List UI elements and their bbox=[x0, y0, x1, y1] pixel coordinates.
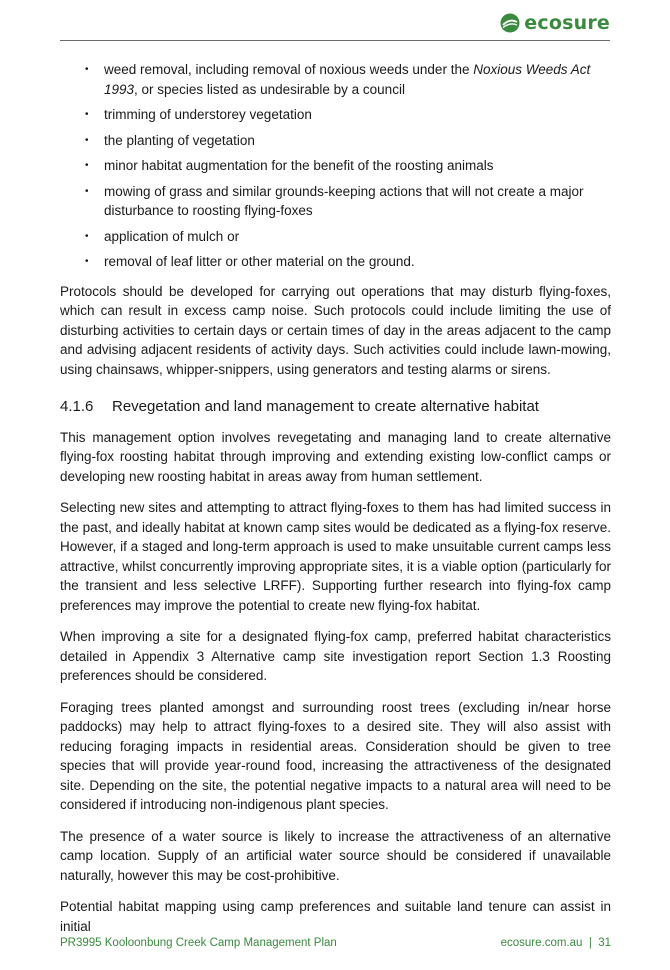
paragraph: Protocols should be developed for carrying out operations that may disturb flying-foxes, which can result in excess camp noise. Such protocols could include limiting the use of disturbing activities to certain days or certain times of day in the areas adjacent to the camp and advising adjacent residents of activity days. Such activities could include lawn-mowing, using chainsaws, whipper-snippers, using generators and testing alarms or sirens. bbox=[60, 283, 611, 377]
paragraph: Foraging trees planted amongst and surrounding roost trees (excluding in/near horse paddocks) may help to attract flying-foxes to a desired site. They will also assist with reducing foraging impacts in residential areas. Consideration should be given to tree species that will provide year-round food, increasing the attractiveness of the designated site. Depending on the site, the potential negative impacts to a natural area will need to be considered if introducing non-indigenous plant species. bbox=[60, 699, 611, 812]
header-divider bbox=[60, 40, 610, 41]
list-item bbox=[60, 252, 611, 272]
bullet-icon: • bbox=[85, 256, 89, 267]
list-item-text: removal of leaf litter or other material on the ground. bbox=[104, 254, 415, 269]
list-item-text: application of mulch or bbox=[104, 228, 240, 244]
footer-document-title: PR3995 Kooloonbung Creek Camp Management Plan bbox=[60, 937, 337, 949]
footer-site-page bbox=[501, 937, 611, 949]
page-number: 31 bbox=[598, 937, 611, 949]
list-item bbox=[60, 105, 611, 125]
main-content bbox=[60, 60, 611, 948]
list-item-text: , or species listed as undesirable by a council bbox=[134, 81, 405, 97]
bullet-icon: • bbox=[85, 109, 89, 120]
brand-name: ecosure bbox=[524, 12, 610, 34]
list-item bbox=[60, 60, 611, 99]
ecosure-leaf-logo-icon bbox=[500, 13, 520, 33]
bullet-icon: • bbox=[85, 160, 89, 171]
footer-separator: | bbox=[588, 937, 592, 949]
section-heading bbox=[60, 397, 611, 417]
page-header bbox=[0, 0, 670, 42]
paragraph: Selecting new sites and attempting to attract flying-foxes to them has had limited success in the past, and ideally habitat at known camp sites would be dedicated as a flying-fox reserve. However, if a staged and long-term approach is used to make unsuitable current camps less attractive, whilst concurrently improving appropriate sites, it is a viable option (particularly for the transient and less selective LRFF). Supporting further research into flying-fox camp preferences may improve the potential to create new flying-fox habitat. bbox=[60, 500, 611, 613]
list-item-text: trimming of understorey vegetation bbox=[104, 107, 312, 122]
footer-site-link[interactable]: ecosure.com.au bbox=[500, 937, 583, 949]
bullet-list bbox=[60, 60, 611, 272]
bullet-icon: • bbox=[85, 134, 89, 146]
list-item-text: minor habitat augmentation for the benefit of the roosting animals bbox=[104, 158, 494, 173]
bullet-icon: • bbox=[85, 185, 89, 197]
list-item bbox=[60, 131, 611, 151]
legislation-name: Noxious Weeds Act 1993 bbox=[104, 62, 591, 97]
ecosure-logo bbox=[500, 12, 610, 34]
bullet-icon: • bbox=[85, 64, 89, 75]
section-title: Revegetation and land management to create alternative habitat bbox=[112, 398, 539, 415]
list-item bbox=[60, 182, 611, 221]
bullet-icon: • bbox=[85, 230, 89, 242]
section-number: 4.1.6 bbox=[60, 398, 94, 415]
list-item-text: weed removal, including removal of noxious weeds under the bbox=[104, 62, 474, 77]
paragraph: The presence of a water source is likely to increase the attractiveness of an alternative camp location. Supply of an artificial water source should be considered if unavailable naturally, however this may be cost-prohibitive. bbox=[60, 828, 611, 883]
paragraph: This management option involves revegetating and managing land to create alternative flying-fox roosting habitat through improving and extending existing low-conflict camps or developing new roosting habitat in areas away from human settlement. bbox=[60, 429, 611, 484]
list-item-text: the planting of vegetation bbox=[104, 132, 255, 148]
paragraph: Potential habitat mapping using camp preferences and suitable land tenure can assist in initial bbox=[60, 899, 611, 934]
list-item bbox=[60, 156, 611, 176]
paragraph: When improving a site for a designated flying-fox camp, preferred habitat characteristics detailed in Appendix 3 Alternative camp site investigation report Section 1.3 Roosting preferences should be considered. bbox=[60, 629, 611, 683]
list-item bbox=[60, 227, 611, 247]
list-item-text: mowing of grass and similar grounds-keeping actions that will not create a major disturbance to roosting flying-foxes bbox=[104, 183, 584, 218]
